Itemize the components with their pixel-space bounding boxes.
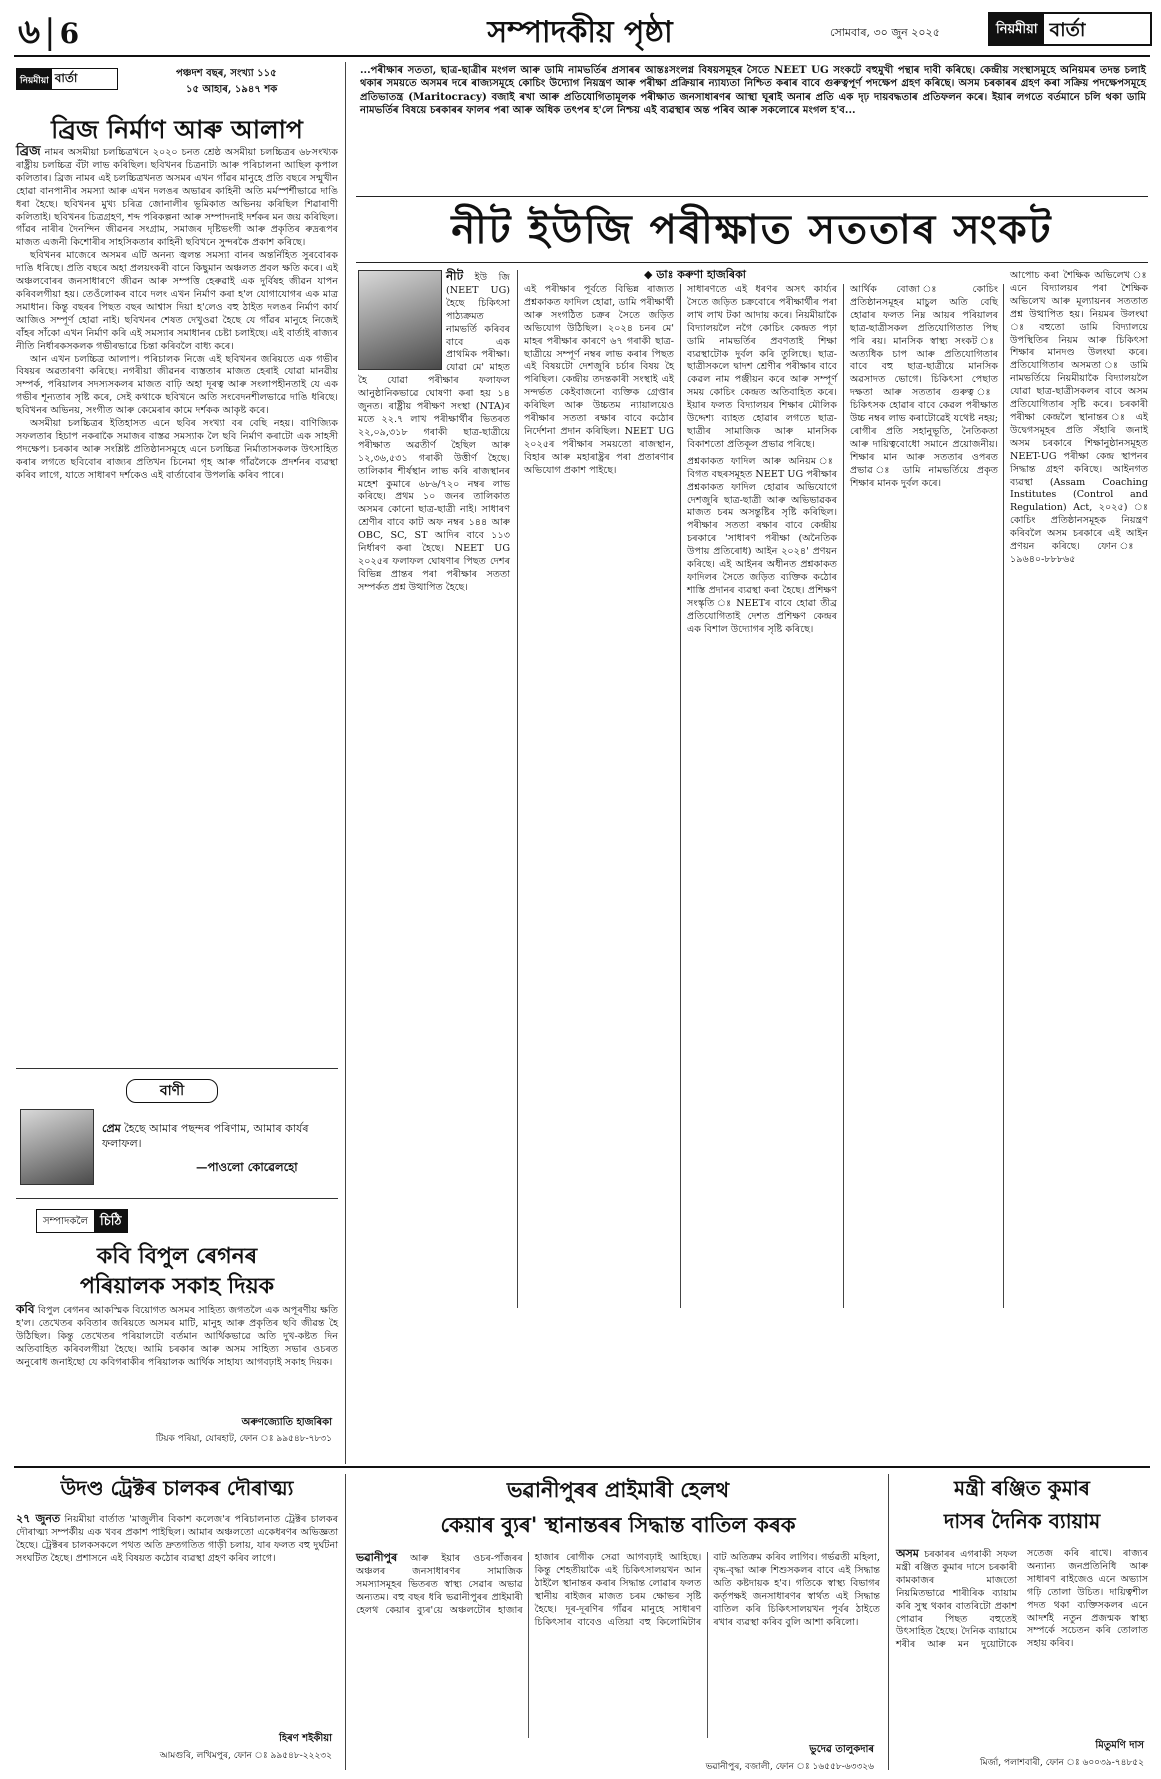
editorial-paragraph: ছবিখনৰ মাজেৰে অসমৰ এটি অনন্য জ্বলন্ত সমস্যা বানৰ অন্তৰ্নিহিত সুৰবোৰক দাঙি ধৰিছে। প্ৰতি বছৰে অহা প্ৰলয়ংকৰী বানে কিছুমান অঞ্চলত প্ৰবল ক্ষতি কৰে। এই অঞ্চলবোৰৰ জনসাধাৰণে জীৱন আৰু সম্পত্তি হেৰুৱাই এক দুৰ্বিষহ জীৱন যাপন কৰিবলগীয়া হয়। তেওঁলোকৰ বাবে দলং এখন নিৰ্মাণ কৰা হ'ল যোগাযোগৰ এক মাত্ৰ সমাধান। কিন্তু বছৰৰ পিছত বছৰ আশ্বাস দিয়া হ'লেও বহু ঠাইত দলঙৰ নিৰ্মাণ কাৰ্য আজিও সম্পূৰ্ণ হোৱা নাই। ছবিখনৰ শেষত দেখুওৱা হৈছে যে গাঁৱৰ মানুহে নিজেই বাঁহৰ সাঁকো এখন নিৰ্মাণ কৰি এই সমস্যাৰ সমাধানৰ চেষ্টা চলাইছে। এই বাৰ্তাই ৰাজ্যৰ নীতি নিৰ্ধাৰকসকলক গভীৰভাৱে চিন্তা কৰিবলৈ বাধ্য কৰে। <box>16 250 338 352</box>
article-column-text: প্ৰশ্নকাকত ফাদিল আৰু অনিয়ম ঃ বিগত বছৰসমূহত NEET UG পৰীক্ষাৰ প্ৰশ্নকাকত ফাদিল হোৱাৰ অভিযোগে দেশজুৰি ছাত্ৰ-ছাত্ৰী আৰু অভিভাৱকৰ মাজত চৰম অসন্তুষ্টিৰ সৃষ্টি কৰিছিল। পৰীক্ষাৰ সততা ৰক্ষাৰ বাবে কেন্দ্ৰীয় চৰকাৰে 'সাধাৰণ পৰীক্ষা (অনৈতিক উপায় প্ৰতিৰোধ) আইন ২০২৪' প্ৰণয়ন কৰিছে। এই আইনৰ অধীনত প্ৰশ্নকাকত ফাদিলৰ সৈতে জড়িত ব্যক্তিক কঠোৰ শাস্তি প্ৰদানৰ ব্যৱস্থা কৰা হৈছে। প্ৰশিক্ষণ সংস্কৃতি ঃ NEETৰ বাবে হোৱা তীব্ৰ প্ৰতিযোগিতাই দেশত প্ৰশিক্ষণ কেন্দ্ৰৰ এক বিশাল উদ্যোগৰ সৃষ্টি কৰিছে। <box>687 455 837 635</box>
date-line: ১৫ আহাৰ, ১৯৪৭ শক <box>186 84 278 95</box>
article-headline: নীট ইউজি পৰীক্ষাত সততাৰ সংকট <box>451 207 1053 253</box>
minister-signature: মিতুমণি দাস <box>1095 1740 1144 1751</box>
small-brand-right: বাৰ্তা <box>54 71 78 85</box>
article-intro <box>360 64 1146 192</box>
header-date: সোমবাৰ, ৩০ জুন ২০২৫ <box>830 26 940 39</box>
quote-title: বাণী <box>159 1083 185 1099</box>
byline-author: ডাঃ কৰুণা হাজৰিকা <box>656 268 746 281</box>
small-brand-logo <box>16 68 118 90</box>
letters-badge <box>36 1209 128 1233</box>
issue-line: পঞ্চদশ বছৰ, সংখ্যা ১১৫ <box>176 68 277 79</box>
tractor-lead: ২৭ জুনত <box>16 1512 61 1525</box>
quote-box <box>16 1068 338 1189</box>
letters-box <box>16 1198 338 1455</box>
hospital-article <box>356 1474 880 1770</box>
quote-lead: প্ৰেম <box>102 1122 121 1135</box>
editorial-title: ব্ৰিজ নিৰ্মাণ আৰু আলাপ <box>51 115 303 144</box>
minister-title-1: মন্ত্ৰী ৰঞ্জিত কুমাৰ <box>954 1476 1090 1500</box>
article-col-rule-3 <box>843 284 844 1308</box>
quote-body: হৈছে আমাৰ পছন্দৰ পৰিণাম, আমাৰ কাৰ্যৰ ফলাফল। <box>102 1122 309 1150</box>
section-title: সম্পাদকীয় পৃষ্ঠা <box>487 15 673 50</box>
hospital-signature-sub: ভৱানীপুৰ, বজালী, ফোন ঃ ১৬৫৫৮-৬৩৩২৬ <box>705 1762 874 1772</box>
left-column-rule <box>345 62 346 1464</box>
page-number-bn: ৬ <box>18 12 41 52</box>
headline-rule <box>356 262 1148 263</box>
quote-text <box>102 1121 336 1151</box>
minister-text: চৰকাৰৰ এগৰাকী সফল মন্ত্ৰী ৰঞ্জিত কুমাৰ দাসে চৰকাৰী কামকাজৰ মাজতো নিয়মিতভাৱে শাৰীৰিক ব্যায়াম কৰি সুস্থ থকাৰ বাতৰিটো প্ৰকাশ পোৱাৰ পিছত বহুতেই উৎসাহিত হৈছে। দৈনিক ব্যায়ামে শৰীৰ আৰু মন দুয়োটাকে সতেজ কৰি ৰাখে। ৰাজ্যৰ অন্যান্য জনপ্ৰতিনিধি আৰু সাধাৰণ ৰাইজেও এনে অভ্যাস গঢ়ি তোলা উচিত। দায়িত্বশীল পদত থকা ব্যক্তিসকলৰ এনে আদৰ্শই নতুন প্ৰজন্মক স্বাস্থ্য সম্পৰ্কে সচেতন কৰি তোলাত সহায় কৰিব। <box>896 1548 1148 1651</box>
letters-title-1: কবি বিপুল ৰেগনৰ <box>96 1243 258 1269</box>
minister-title-2: দাসৰ দৈনিক ব্যায়াম <box>943 1509 1101 1533</box>
article-column-1 <box>358 270 510 1308</box>
editorial-paragraph: অসমীয়া চলচ্চিত্ৰৰ ইতিহাসত এনে ছবিৰ সংখ্যা বৰ বেছি নহয়। বাণিজ্যিক সফলতাৰ হিচাপ নকৰাকৈ সমাজৰ বাস্তৱ সমস্যাক লৈ ছবি নিৰ্মাণ কৰাটো এক সাহসী পদক্ষেপ। চৰকাৰ আৰু সংশ্লিষ্ট প্ৰতিষ্ঠানসমূহে এনে চলচ্চিত্ৰ নিৰ্মাতাসকলক উৎসাহিত কৰাৰ লগতে ছবিবোৰ ৰাজ্যৰ প্ৰতিখন চিনেমা গৃহ আৰু গাঁৱলৈকে প্ৰদৰ্শনৰ ব্যৱস্থা কৰিব লাগে, যাতে সাধাৰণ দৰ্শকেও এই বাৰ্তাবোৰ উপলব্ধি কৰিব পাৰে। <box>16 418 338 481</box>
small-brand-left: নিয়মীয়া <box>17 69 52 89</box>
letters-badge-right: চিঠি <box>94 1210 127 1232</box>
article-intro-body: NEET UG সংকটে বহুমুখী পন্থাৰ দাবী কৰিছে। কেন্দ্ৰীয় সংস্থাসমূহে অনিয়মৰ তদন্ত চলাই থকাৰ সময়তে অসমৰ দৰে ৰাজ্যসমূহে কোচিং উদ্যোগ নিয়ন্ত্ৰণ আৰু পৰীক্ষা প্ৰক্ৰিয়াৰ ন্যায্যতা নিশ্চিত কৰাৰ বাবে গুৰুত্বপূৰ্ণ পদক্ষেপ গ্ৰহণ কৰিছে। অসম চৰকাৰৰ গ্ৰহণ কৰা সক্ৰিয় পদক্ষেপসমূহে প্ৰতিভাতন্ত্ৰ (Maritocracy) বজাই ৰখা আৰু প্ৰতিযোগিতামূলক পৰীক্ষাত জনসাধাৰণৰ আস্থা ঘূৰাই অনাৰ প্ৰতি এক দৃঢ় দায়বদ্ধতাৰ প্ৰতিফলন কৰে। ইয়াৰ লগতে বৰ্তমানে চলি থকা ডামি নামভৰ্তিৰ বিষয়ে চৰকাৰৰ ফালৰ পৰা আৰু অধিক তৎপৰ হ'লে নিশ্চয় এই ব্যৱস্থাৰ অন্ত পৰিব আৰু সকলোৰে মংগল হ'ব... <box>360 64 1146 116</box>
page-number-en: 6 <box>59 17 80 50</box>
header-brand-logo <box>988 12 1152 46</box>
article-intro-text <box>360 64 1146 117</box>
article-column-text: সাধাৰণতে এই ধৰণৰ অসৎ কাৰ্য্যৰ সৈতে জড়িত চক্ৰবোৰে পৰীক্ষাৰ্থীৰ পৰা লাখ লাখ টকা আদায় কৰে। নিয়মীয়াকৈ বিদ্যালয়লৈ নগৈ কোচিং কেন্দ্ৰত পঢ়া ডামি নামভৰ্তিৰ প্ৰবণতাই শিক্ষা ব্যৱস্থাটোক দুৰ্বল কৰি তুলিছে। ছাত্ৰ-ছাত্ৰীসকলে দ্বাদশ শ্ৰেণীৰ পৰীক্ষাৰ বাবে কেৱল নাম পঞ্জীয়ন কৰে আৰু সম্পূৰ্ণ সময় কোচিং কেন্দ্ৰত অতিবাহিত কৰে। ইয়াৰ ফলত বিদ্যালয়ৰ শিক্ষাৰ মৌলিক উদ্দেশ্য ব্যাহত হোৱাৰ লগতে ছাত্ৰ-ছাত্ৰীৰ সামাজিক আৰু মানসিক বিকাশতো প্ৰতিকূল প্ৰভাৱ পৰিছে। <box>687 284 837 450</box>
article-column-3 <box>687 284 837 1308</box>
hospital-signature: ভুদেৱ তালুকদাৰ <box>809 1744 874 1755</box>
bottom-col-rule-1 <box>345 1474 346 1770</box>
page-header <box>0 0 1161 58</box>
article-column-text: আৰ্থিক বোজা ঃ কোচিং প্ৰতিষ্ঠানসমূহৰ মাচুল অতি বেছি হোৱাৰ ফলত নিম্ন আয়ৰ পৰিয়ালৰ ছাত্ৰ-ছাত্ৰীসকল প্ৰতিযোগিতাত পিছ পৰি ৰয়। মানসিক স্বাস্থ্য সংকট ঃ অত্যধিক চাপ আৰু প্ৰতিযোগিতাৰ বাবে বহু ছাত্ৰ-ছাত্ৰীয়ে মানসিক অৱসাদত ভোগে। চিকিৎসা পেছাত দক্ষতা আৰু সততাৰ গুৰুত্ব ঃ চিকিৎসক হোৱাৰ বাবে কেৱল পৰীক্ষাত উচ্চ নম্বৰ লাভ কৰাটোৱেই যথেষ্ট নহয়; ৰোগীৰ প্ৰতি সহানুভূতি, নৈতিকতা আৰু দায়িত্ববোধো সমানে প্ৰয়োজনীয়। শিক্ষাৰ মান আৰু সততাৰ ওপৰত প্ৰভাৱ ঃ ডামি নামভৰ্তিয়ে প্ৰকৃত শিক্ষাৰ মানক দুৰ্বল কৰে। <box>850 284 998 489</box>
quote-author-photo <box>20 1109 94 1185</box>
article-column-5 <box>1010 270 1148 1308</box>
hospital-title-1: ভৱানীপুৰৰ প্ৰাইমাৰী হেলথ <box>506 1477 730 1502</box>
page-number: ৬ | 6 <box>18 12 80 52</box>
editorial-body <box>16 146 338 1058</box>
small-masthead <box>16 64 338 106</box>
tractor-signature-sub: আমগুৰি, লখিমপুৰ, ফোন ঃ ৯৯৫৪৮-২২২৩২ <box>159 1751 332 1761</box>
article-intro-rule <box>356 196 1148 197</box>
article-column-text: এই পৰীক্ষাৰ পূৰ্বতে বিভিন্ন ৰাজ্যত প্ৰশ্নকাকত ফাদিল হোৱা, ডামি পৰীক্ষাৰ্থী আৰু সংগঠিত চক্ৰৰ সৈতে জড়িত অভিযোগ উঠিছিল। ২০২৪ চনৰ মে' মাহৰ পৰীক্ষাৰ কাৰণে ৬৭ গৰাকী ছাত্ৰ-ছাত্ৰীয়ে সম্পূৰ্ণ নম্বৰ লাভ কৰাৰ পিছত এই বিষয়টো দেশজুৰি চৰ্চাৰ বিষয় হৈ পৰিছিল। কেন্দ্ৰীয় তদন্তকাৰী সংস্থাই এই সন্দৰ্ভত কেইবাজনো ব্যক্তিক গ্ৰেপ্তাৰ কৰিছিল আৰু উচ্চতম ন্যায়ালয়েও পৰীক্ষাৰ সততা ৰক্ষাৰ বাবে কঠোৰ নিৰ্দেশনা প্ৰদান কৰিছিল। NEET UG ২০২৫ৰ পৰীক্ষাৰ সময়তো ৰাজস্থান, বিহাৰ আৰু মহাৰাষ্ট্ৰৰ পৰা প্ৰতাৰণাৰ অভিযোগ প্ৰকাশ পাইছে। <box>524 284 674 476</box>
editorial-paragraph: আন এখন চলচ্চিত্ৰ আলাপ। পৰিচালক নিজে এই ছবিখনৰ জৰিয়তে এক গভীৰ বিষয়ৰ অৱতাৰণা কৰিছে। নগৰীয়া জীৱনৰ ব্যস্ততাৰ মাজত হেৰাই যোৱা মানৱীয় সম্পৰ্ক, পৰিয়ালৰ সদস্যসকলৰ মাজত বাঢ়ি অহা দূৰত্ব আৰু সংলাপহীনতাই যে এক গভীৰ শূন্যতাৰ সৃষ্টি কৰে, সেই কথাকে ছবিখনে অতি সংবেদনশীলভাৱে দাঙি ধৰিছে। ছবিখনৰ অভিনয়, সংগীত আৰু কেমেৰাৰ কামে দৰ্শকক আকৃষ্ট কৰে। <box>16 353 338 417</box>
article-column-text: আপোচ কৰা শৈক্ষিক অভিলেখ ঃ এনে বিদ্যালয়ৰ পৰা শৈক্ষিক অভিলেখ আৰু মূল্যায়নৰ সততাত প্ৰশ্ন উত্থাপিত হয়। নিয়মৰ উলংঘা ঃ বহুতো ডামি বিদ্যালয়ে উপস্থিতিৰ নিয়ম আৰু চিকিৎসা শিক্ষাৰ মানদণ্ড উলংঘা কৰে। প্ৰতিযোগিতাৰ অসমতা ঃ ডামি নামভৰ্তিয়ে নিয়মীয়াকৈ বিদ্যালয়লৈ যোৱা ছাত্ৰ-ছাত্ৰীসকলৰ বাবে অসম প্ৰতিযোগিতাৰ সৃষ্টি কৰে। চৰকাৰী পৰীক্ষা কেন্দ্ৰলৈ স্থানান্তৰ ঃ এই উদ্বেগসমূহৰ প্ৰতি সঁহাৰি জনাই অসম চৰকাৰে শিক্ষানুষ্ঠানসমূহত NEET-UG পৰীক্ষা কেন্দ্ৰ স্থাপনৰ সিদ্ধান্ত গ্ৰহণ কৰিছে। আইনগত ব্যৱস্থা (Assam Coaching Institutes (Control and Regulation) Act, ২০২৫) ঃ কোচিং প্ৰতিষ্ঠানসমূহক নিয়ন্ত্ৰণ কৰিবলৈ অসম চৰকাৰে এই আইন প্ৰণয়ন কৰিছে। ফোন ঃ ১৯৬৪০-৮৮৮৬৫ <box>1010 270 1148 565</box>
letters-badge-left: সম্পাদকলৈ <box>43 1216 88 1227</box>
quote-title-badge <box>126 1079 218 1103</box>
hospital-text: আৰু ইয়াৰ ওচৰ-পাঁজৰৰ অঞ্চলৰ জনসাধাৰণৰ সামাজিক সমস্যাসমূহৰ ভিতৰত স্বাস্থ্য সেৱাৰ অভাৱ অন্যতম। বহু বছৰ ধৰি ভৱানীপুৰৰ প্ৰাইমাৰী হেলথ কেয়াৰ ব্যুৰ'য়ে অঞ্চলটোৰ হাজাৰ হাজাৰ ৰোগীক সেৱা আগবঢ়াই আহিছে। কিন্তু শেহতীয়াকৈ এই চিকিৎসালয়খন আন ঠাইলৈ স্থানান্তৰ কৰাৰ সিদ্ধান্ত লোৱাৰ ফলত স্থানীয় ৰাইজৰ মাজত চৰম ক্ষোভৰ সৃষ্টি হৈছে। দূৰ-দূৰণিৰ গাঁৱৰ মানুহে সাধাৰণ চিকিৎসাৰ বাবেও এতিয়া বহু কিলোমিটাৰ বাট অতিক্ৰম কৰিব লাগিব। গৰ্ভৱতী মহিলা, বৃদ্ধ-বৃদ্ধা আৰু শিশুসকলৰ বাবে এই সিদ্ধান্ত অতি কষ্টদায়ক হ'ব। গতিকে স্বাস্থ্য বিভাগৰ কৰ্তৃপক্ষই জনসাধাৰণৰ স্বাৰ্থত এই সিদ্ধান্ত বাতিল কৰি চিকিৎসালয়খন পূৰ্বৰ ঠাইতে ৰখাৰ ব্যৱস্থা কৰিব বুলি আশা কৰিলো। <box>356 1552 880 1628</box>
article-byline <box>644 266 844 285</box>
letters-body <box>16 1303 338 1407</box>
article-col-rule-1 <box>517 270 518 1308</box>
header-brand-left: নিয়মীয়া <box>990 14 1044 44</box>
hospital-lead: ভৱানীপুৰ <box>356 1551 398 1564</box>
minister-signature-sub: মিৰ্জা, পলাশবাৰী, ফোন ঃ ৬০০৩৯-৭৪৮৫২ <box>980 1758 1144 1768</box>
header-brand-right: বাৰ্তা <box>1049 19 1086 41</box>
editorial-lead: ব্ৰিজ <box>16 144 41 159</box>
article-col-rule-2 <box>680 284 681 1308</box>
article-column-2 <box>524 284 674 1308</box>
header-rule <box>14 55 1150 57</box>
letters-signature: অৰুণজ্যোতি হাজৰিকা <box>241 1417 332 1428</box>
tractor-text: নিয়মীয়া বাৰ্তাত 'মাজুলীৰ বিকাশ কলেজ'ৰ পৰিচালনাত ট্ৰেক্টৰ চালকৰ দৌৰাত্ম্য সম্পৰ্কীয় এক খবৰ প্ৰকাশ পাইছিল। আমাৰ অঞ্চলতো একেধৰণৰ অভিজ্ঞতা হৈছে। ট্ৰেক্টৰৰ চালকসকলে পথত অতি দ্ৰুতগতিত গাড়ী চলায়, যাৰ ফলত বহু দুৰ্ঘটনা সংঘটিত হৈছে। প্ৰশাসনে এই বিষয়ত কঠোৰ ব্যৱস্থা গ্ৰহণ কৰিব লাগে। <box>16 1514 338 1564</box>
tractor-letter <box>16 1474 338 1770</box>
tractor-title: উদণ্ড ট্ৰেক্টৰ চালকৰ দৌৰাত্ম্য <box>60 1476 294 1500</box>
letters-signature-sub: টিয়ক পৰিয়া, যোৰহাট, ফোন ঃ ৯৯৫৪৮-৭৮৩১ <box>155 1434 332 1444</box>
article-lead: নীট <box>446 269 464 283</box>
article-col-rule-4 <box>1003 284 1004 1308</box>
minister-lead: অসম <box>896 1547 919 1560</box>
letters-lead: কবি <box>16 1302 35 1316</box>
letters-title-2: পৰিয়ালক সকাহ দিয়ক <box>79 1273 275 1299</box>
bottom-col-rule-2 <box>888 1474 889 1770</box>
article-column-text: নীট ইউ জি (NEET UG) হৈছে চিকিৎসা পাঠ্যক্ৰমত নামভৰ্তি কৰিবৰ বাবে এক প্ৰাথমিক পৰীক্ষা। যোৱা মে' মাহত হৈ যোৱা পৰীক্ষাৰ ফলাফল আনুষ্ঠানিকভাৱে ঘোষণা কৰা হয় ১৪ জুনত। ৰাষ্ট্ৰীয় পৰীক্ষণ সংস্থা (NTA)ৰ মতে ২২.৭ লাখ পৰীক্ষাৰ্থীৰ ভিতৰত ২২,০৯,৩১৮ গৰাকী ছাত্ৰ-ছাত্ৰীয়ে পৰীক্ষাত অৱতীৰ্ণ হৈছিল আৰু ১২,৩৬,৫৩১ গৰাকী উত্তীৰ্ণ হৈছে। তালিকাৰ শীৰ্ষস্থান লাভ কৰি ৰাজস্থানৰ মহেশ কুমাৰে ৬৮৬/৭২০ নম্বৰ লাভ কৰিছে। প্ৰথম ১০ জনৰ তালিকাত অসমৰ কোনো ছাত্ৰ-ছাত্ৰী নাই। সাধাৰণ শ্ৰেণীৰ বাবে কাট অফ নম্বৰ ১৪৪ আৰু OBC, SC, ST আদিৰ বাবে ১১৩ নিৰ্ধাৰণ কৰা হৈছে। NEET UG ২০২৫ৰ ফলাফল ঘোষণাৰ পিছত দেশৰ বিভিন্ন প্ৰান্তৰ পৰা পৰীক্ষাৰ সততা সম্পৰ্কত প্ৰশ্ন উত্থাপিত হৈছে। <box>358 269 510 593</box>
minister-letter <box>896 1474 1148 1770</box>
letters-text: বিপুল ৰেগনৰ আকস্মিক বিয়োগত অসমৰ সাহিত্য জগতলৈ এক অপূৰণীয় ক্ষতি হ'ল। তেখেতৰ কবিতাৰ জৰিয়তে অসমৰ মাটি, মানুহ আৰু প্ৰকৃতিৰ ছবি জীৱন্ত হৈ উঠিছিল। কিন্তু তেখেতৰ পৰিয়ালটো বৰ্তমান আৰ্থিকভাৱে অতি দুখ-কষ্টত দিন অতিবাহিত কৰিবলগীয়া হৈছে। আমি চৰকাৰ আৰু অসম সাহিত্য সভাৰ ওচৰত অনুৰোধ জনাইছো যে কবিগৰাকীৰ পৰিয়ালক আৰ্থিক সাহায্য আগবঢ়াই সকাহ দিয়ক। <box>16 1305 338 1368</box>
tractor-signature: হিৰণ শইকীয়া <box>278 1733 332 1744</box>
bottom-strip-rule <box>14 1466 1150 1468</box>
editorial-paragraph: ব্ৰিজ নামৰ অসমীয়া চলচ্চিত্ৰখনে ২০২০ চনত শ্ৰেষ্ঠ অসমীয়া চলচ্চিত্ৰৰ ৬৮সংখ্যক ৰাষ্ট্ৰীয় চলচ্চিত্ৰ বঁটা লাভ কৰিছিল। ছবিখনৰ চিত্ৰনাট্য আৰু পৰিচালনা আছিল কৃপাল কলিতাৰ। ব্ৰিজ নামৰ এই চলচ্চিত্ৰখনত অসমৰ এখন গাঁৱৰ মানুহে প্ৰতি বছৰে সন্মুখীন হোৱা বানপানীৰ সমস্যা আৰু এখন দলঙৰ অভাৱৰ কাহিনী অতি মৰ্মস্পৰ্শীভাৱে দাঙি ধৰা হৈছে। ছবিখনৰ মুখ্য চৰিত্ৰ জোনালীৰ ভূমিকাত অভিনয় কৰিছিল শিৱাৰাণী কলিতাই। ছবিখনৰ চিত্ৰগ্ৰহণ, শব্দ পৰিকল্পনা আৰু সম্পাদনাই দৰ্শকৰ মন জয় কৰিছিল। গাঁৱৰ নাৰীৰ দৈনন্দিন জীৱনৰ সংগ্ৰাম, সমাজৰ দৃষ্টিভংগী আৰু প্ৰকৃতিৰ ৰুদ্ৰৰূপৰ মাজত এজনী কিশোৰীৰ সাহসিকতাৰ কাহিনী ছবিখনে সুন্দৰকৈ প্ৰকাশ কৰিছে। <box>16 144 338 249</box>
hospital-title-2: কেয়াৰ ব্যুৰ' স্থানান্তৰৰ সিদ্ধান্ত বাতিল কৰক <box>440 1512 796 1537</box>
article-column-4 <box>850 284 998 1308</box>
diamond-icon: ◆ <box>644 268 653 281</box>
article-intro-lead: ...পৰীক্ষাৰ সততা, ছাত্ৰ-ছাত্ৰীৰ মংগল আৰু ডামি নামভৰ্তিৰ প্ৰসাৰৰ আন্তঃসংলগ্ন বিষয়সমূহৰ সৈতে <box>360 64 770 76</box>
quote-author: —পাওলো কোৱেলহো <box>196 1160 298 1174</box>
